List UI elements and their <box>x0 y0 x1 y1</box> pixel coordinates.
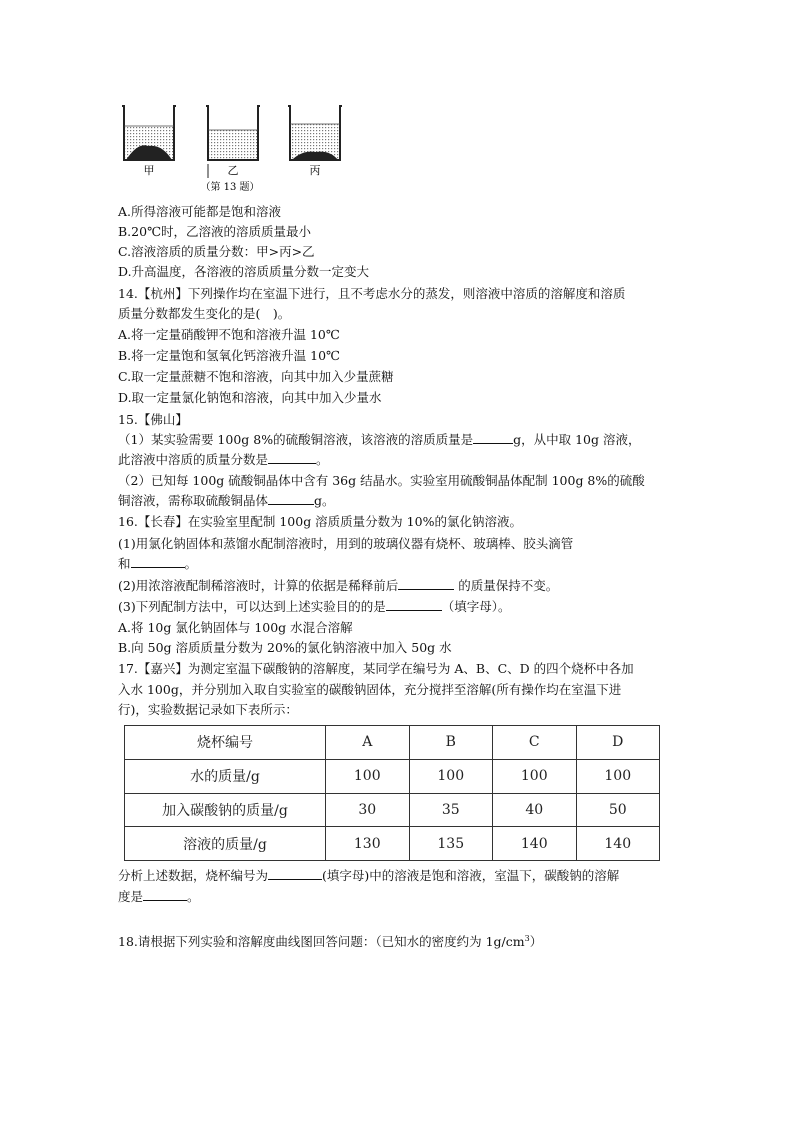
label-yi: 乙 <box>227 164 239 177</box>
q14-stem-line1: 14.【杭州】下列操作均在室温下进行，且不考虑水分的蒸发，则溶液中溶质的溶解度和溶质 <box>118 286 626 301</box>
table-header-cell: 烧杯编号 <box>125 726 326 760</box>
table-row <box>125 793 660 827</box>
q16-part3-text-a: (3)下列配制方法中，可以达到上述实验目的的是 <box>118 599 386 614</box>
q14-option-d: D.取一定量氯化钠饱和溶液，向其中加入少量水 <box>118 390 382 405</box>
q16-answer-blank-3[interactable] <box>386 597 442 611</box>
q17-answer-text-d: 。 <box>187 889 200 904</box>
table-cell: 140 <box>576 827 660 861</box>
table-cell: 30 <box>326 793 410 827</box>
q16-part2-text-a: (2)用浓溶液配制稀溶液时，计算的依据是稀释前后 <box>118 578 399 593</box>
table-cell: 100 <box>576 759 660 793</box>
q15-part1-line2 <box>118 450 678 470</box>
table-header-cell: B <box>409 726 493 760</box>
q18-stem-text: 18.请根据下列实验和溶解度曲线图回答问题：（已知水的密度约为 1g/cm <box>118 934 525 950</box>
beaker-figure <box>118 100 358 196</box>
q16-answer-blank-1[interactable] <box>131 554 185 568</box>
table-cell: 140 <box>493 827 577 861</box>
table-header-cell: C <box>493 726 577 760</box>
q15-part1-text-a: （1）某实验需要 100g 8%的硫酸铜溶液，该溶液的溶质质量是 <box>118 432 474 447</box>
q17-answer-text-c: 度是 <box>118 889 144 904</box>
table-cell: 100 <box>409 759 493 793</box>
q16-part1-line2 <box>118 554 678 574</box>
q17-stem-line2: 入水 100g，并分别加入取自实验室的碳酸钠固体，充分搅拌至溶解(所有操作均在室温下进 <box>118 682 622 697</box>
q15-answer-blank-1[interactable] <box>473 430 513 444</box>
q18-superscript: 3 <box>524 934 530 943</box>
q15-answer-blank-3[interactable] <box>268 491 314 505</box>
table-cell: 水的质量/g <box>125 759 326 793</box>
label-bing: 丙 <box>309 164 321 177</box>
table-cell: 100 <box>326 759 410 793</box>
q13-option-d: D.升高温度，各溶液的溶质质量分数一定变大 <box>118 264 370 279</box>
q16-part1-text-b: 和 <box>118 556 131 571</box>
label-jia: 甲 <box>143 164 155 177</box>
q15-part1-text-b: g，从中取 10g 溶液， <box>513 432 641 447</box>
q16-option-a: A.将 10g 氯化钠固体与 100g 水混合溶解 <box>118 620 353 635</box>
q15-answer-blank-2[interactable] <box>268 450 316 464</box>
q15-part2-text-c: g。 <box>314 493 335 508</box>
table-cell: 35 <box>409 793 493 827</box>
q18-stem-end: ） <box>529 934 543 950</box>
q16-stem: 16.【长春】在实验室里配制 100g 溶质质量分数为 10%的氯化钠溶液。 <box>118 514 522 529</box>
table-cell: 加入碳酸钠的质量/g <box>125 793 326 827</box>
table-row <box>125 827 660 861</box>
q15-heading: 15.【佛山】 <box>118 412 188 427</box>
beaker-jia-icon <box>122 106 176 160</box>
figure-caption: （第 13 题） <box>200 182 260 193</box>
table-header-cell: D <box>576 726 660 760</box>
table-cell: 130 <box>326 827 410 861</box>
q17-answer-text-b: (填字母)中的溶液是饱和溶液，室温下，碳酸钠的溶解 <box>322 868 620 883</box>
table-cell: 135 <box>409 827 493 861</box>
beaker-bing-icon <box>288 106 342 160</box>
table-cell: 50 <box>576 793 660 827</box>
q17-answer-line1 <box>118 866 678 886</box>
q14-option-a: A.将一定量硝酸钾不饱和溶液升温 10℃ <box>118 327 340 342</box>
table-cell: 100 <box>493 759 577 793</box>
q15-part1-text-c: 此溶液中溶质的质量分数是 <box>118 452 269 467</box>
table-header-row <box>125 726 660 760</box>
q13-option-b: B.20℃时，乙溶液的溶质质量最小 <box>118 224 312 239</box>
q16-part1-line1: (1)用氯化钠固体和蒸馏水配制溶液时，用到的玻璃仪器有烧杯、玻璃棒、胶头滴管 <box>118 536 574 551</box>
q16-part2-text-b: 的质量保持不变。 <box>454 578 559 593</box>
q16-answer-blank-2[interactable] <box>398 576 454 590</box>
q15-part1-text-d: 。 <box>316 452 329 467</box>
q16-part3 <box>118 597 678 617</box>
q14-option-b: B.将一定量饱和氢氧化钙溶液升温 10℃ <box>118 348 341 363</box>
q17-answer-text-a: 分析上述数据，烧杯编号为 <box>118 868 269 883</box>
q16-option-b: B.向 50g 溶质质量分数为 20%的氯化钠溶液中加入 50g 水 <box>118 640 452 655</box>
q15-part2-text-b: 铜溶液，需称取硫酸铜晶体 <box>118 493 269 508</box>
q18-stem <box>118 929 678 952</box>
q16-part2 <box>118 576 678 596</box>
q16-part3-text-b: （填字母）。 <box>441 599 511 614</box>
beaker-yi-icon <box>206 106 260 160</box>
table-header-cell: A <box>326 726 410 760</box>
q16-part1-text-c: 。 <box>184 556 198 571</box>
table-row <box>125 759 660 793</box>
q13-option-c: C.溶液溶质的质量分数：甲>丙>乙 <box>118 244 315 259</box>
q17-stem-line3: 行)，实验数据记录如下表所示： <box>118 702 298 717</box>
q14-option-c: C.取一定量蔗糖不饱和溶液，向其中加入少量蔗糖 <box>118 369 394 384</box>
table-cell: 溶液的质量/g <box>125 827 326 861</box>
q17-answer-line2 <box>118 887 678 907</box>
table-cell: 40 <box>493 793 577 827</box>
q15-part2-line1: （2）已知每 100g 硫酸铜晶体中含有 36g 结晶水。实验室用硫酸铜晶体配制 100g 8%的硫酸 <box>118 473 645 488</box>
q17-answer-blank-1[interactable] <box>268 866 322 880</box>
q15-part2-line2 <box>118 491 678 511</box>
beaker-data-table <box>124 725 660 861</box>
q14-stem-line2: 质量分数都发生变化的是( )。 <box>118 306 291 321</box>
q17-answer-blank-2[interactable] <box>143 887 187 901</box>
q13-option-a: A.所得溶液可能都是饱和溶液 <box>118 204 282 219</box>
q17-stem-line1: 17.【嘉兴】为测定室温下碳酸钠的溶解度，某同学在编号为 A、B、C、D 的四个烧杯中各加 <box>118 661 634 676</box>
q15-part1-line1 <box>118 430 678 450</box>
